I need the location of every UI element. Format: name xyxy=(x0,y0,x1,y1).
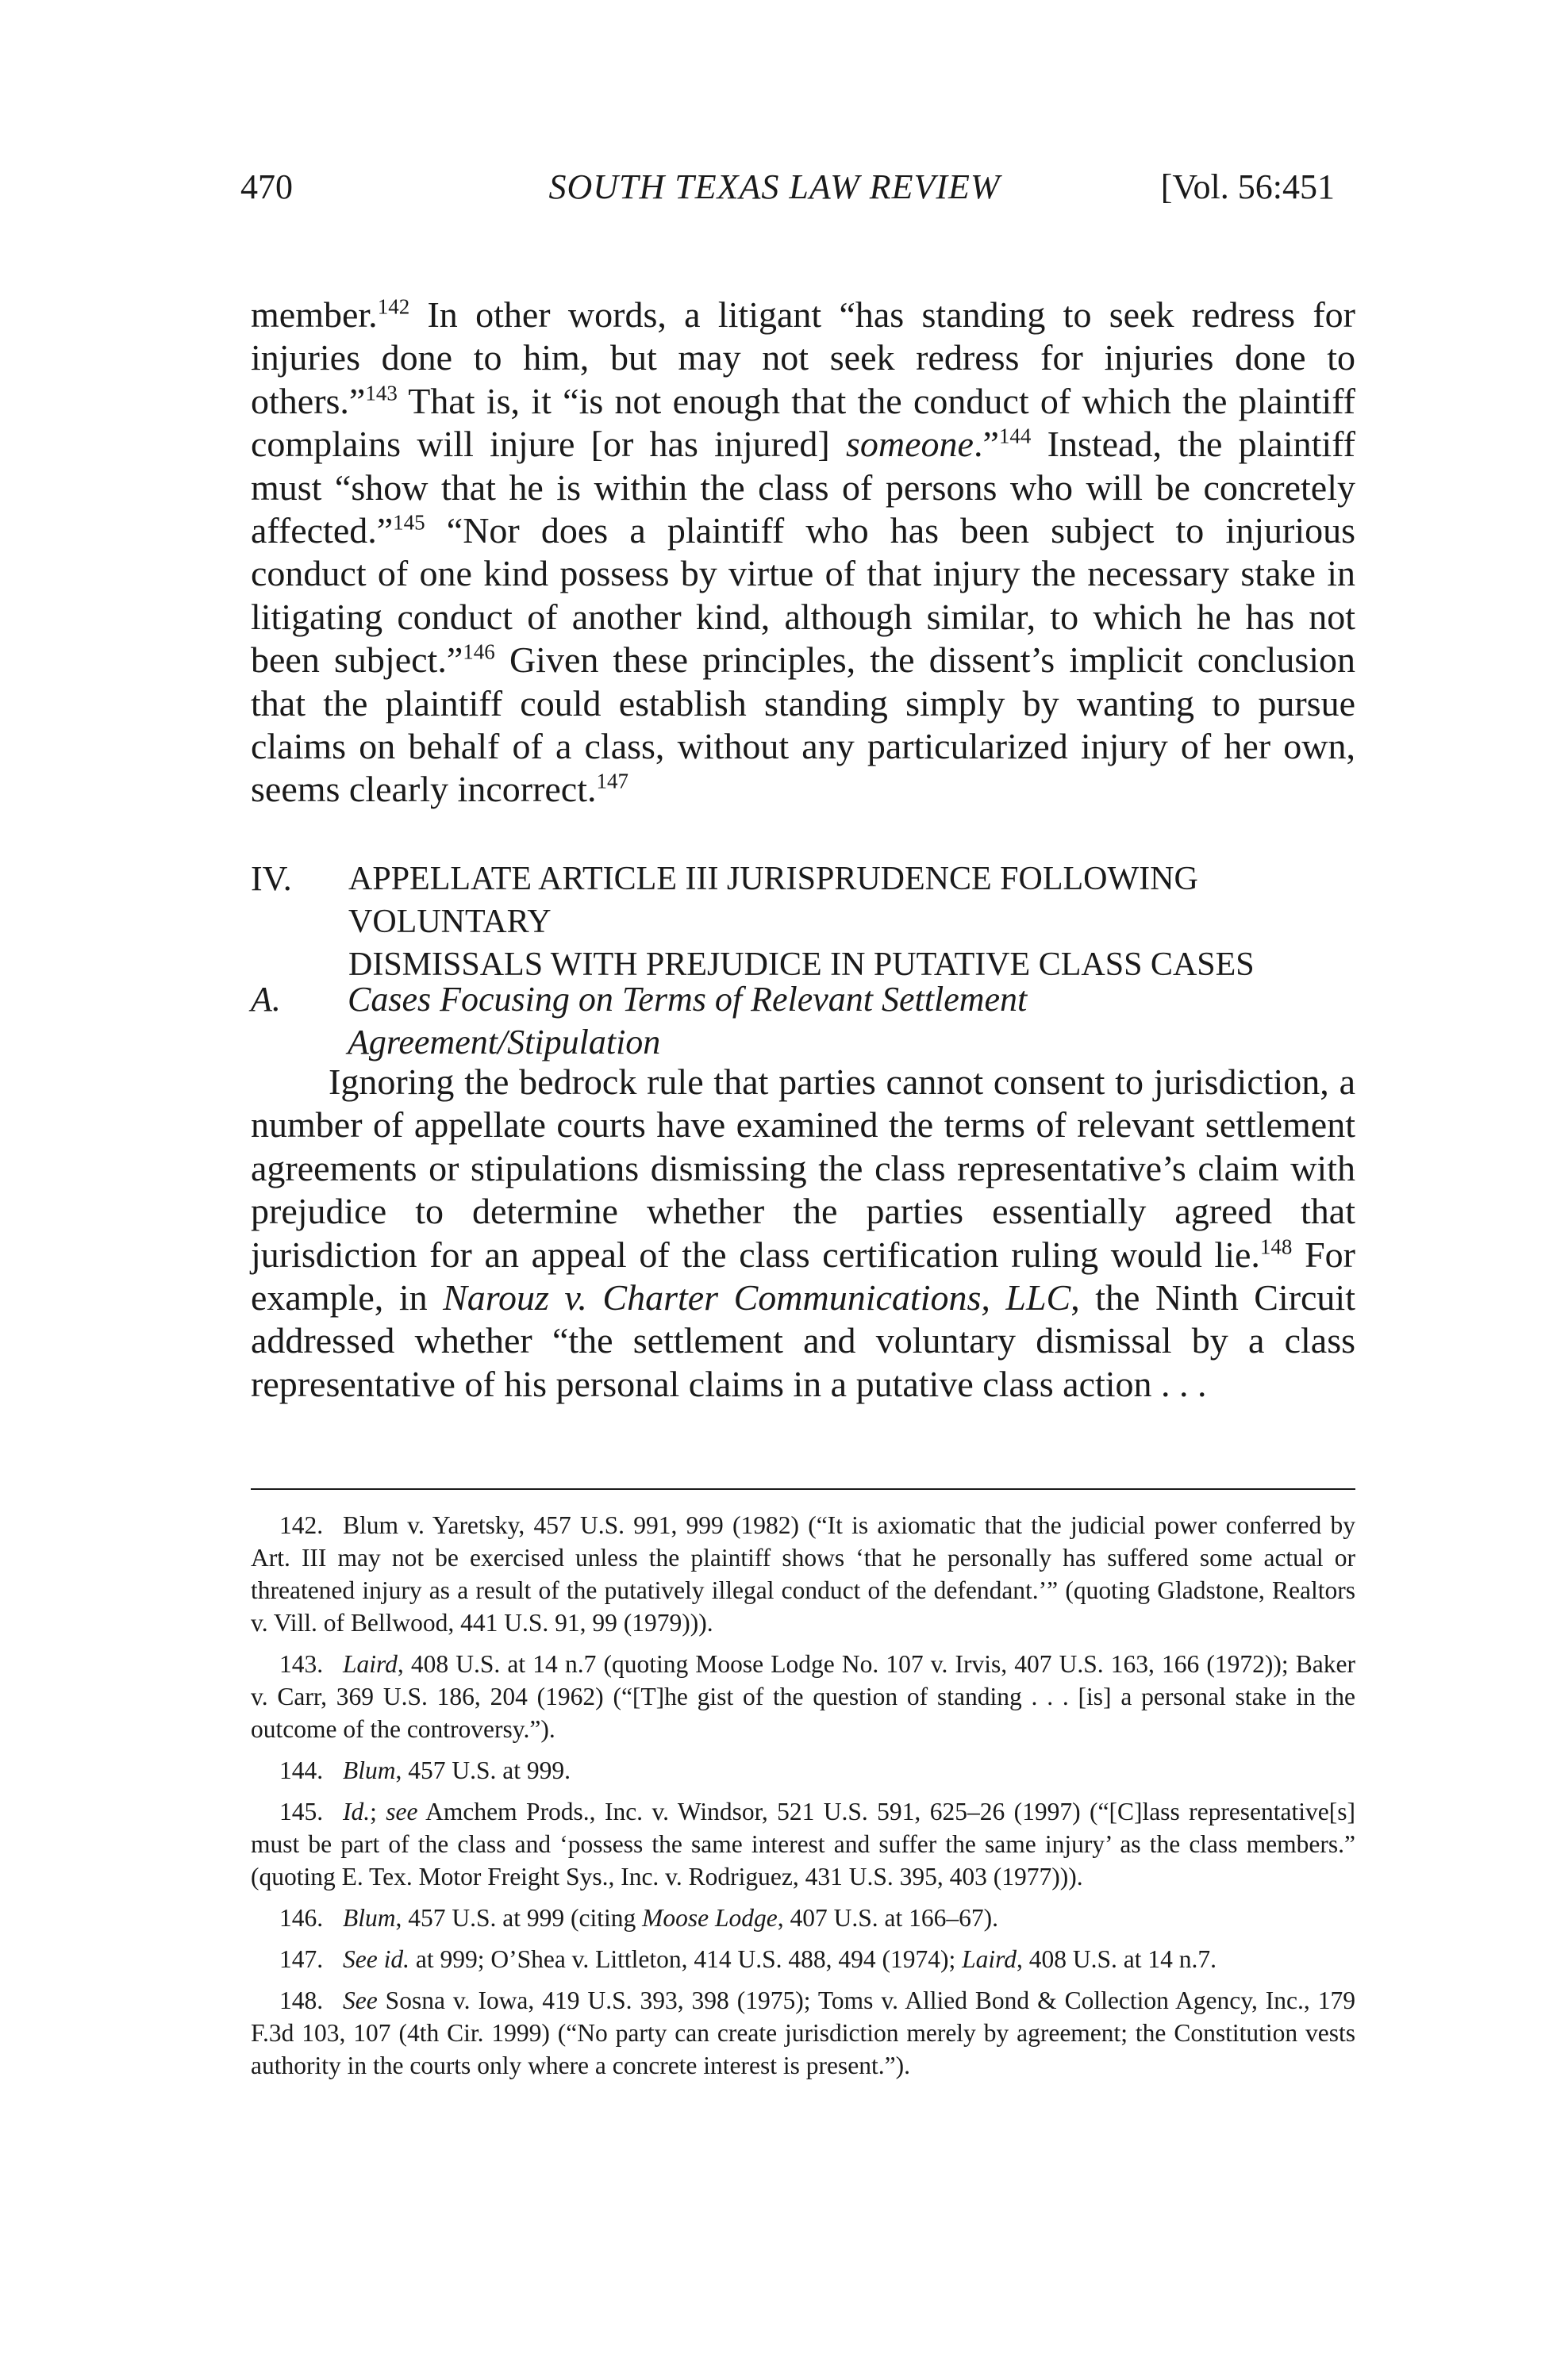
text-run: , the Ninth Circuit addressed whether “the settlement and voluntary dismissal by a class representative of his personal claims in a putative class action . . . xyxy=(251,1277,1355,1404)
section-title xyxy=(348,858,1355,986)
footnote-italic-text: Moose Lodge xyxy=(642,1904,778,1932)
footnote-italic-text: Blum xyxy=(343,1904,396,1932)
footnote-italic-text: See xyxy=(343,1987,378,2014)
text-run: That is, it “is not enough that the conduct of which the plaintiff complains will injure [or has injured] xyxy=(251,380,1355,465)
footnote-text: Blum v. Yaretsky, 457 U.S. 991, 999 (1982) (“It is axiomatic that the judicial power conferred by Art. III may not be exercised unless the plaintiff shows ‘that he personally has suffered some actual or threatened injury as a result of the putatively illegal conduct of the defendant.’” (quoting Gladstone, Realtors v. Vill. of Bellwood, 441 U.S. 91, 99 (1979))). xyxy=(251,1511,1355,1637)
section-title-line-1: APPELLATE ARTICLE III JURISPRUDENCE FOLLOWING VOLUNTARY xyxy=(348,861,1198,940)
footnote-number: 146. xyxy=(279,1904,324,1932)
text-run: For example, in xyxy=(251,1234,1356,1319)
footnote-number: 143. xyxy=(279,1650,324,1678)
paragraph-2 xyxy=(251,1061,1355,1406)
section-number: IV. xyxy=(251,859,292,898)
footnote-number: 147. xyxy=(279,1945,324,1973)
text-run: member. xyxy=(251,294,378,335)
footnote-ref-145[interactable]: 145 xyxy=(393,510,425,535)
footnote xyxy=(251,1984,1355,2082)
text-run: Instead, the plaintiff must “show that he is within the class of persons who will be concretely affected.” xyxy=(251,424,1355,551)
subsection-title-line-2: Agreement/Stipulation xyxy=(348,1023,661,1061)
footnote-italic-text: Laird xyxy=(962,1945,1017,1973)
text-run: Given these principles, the dissent’s implicit conclusion that the plaintiff could establish standing simply by wanting to pursue claims on behalf of a class, without any particularized injury of her own, seems clearly incorrect. xyxy=(251,639,1355,810)
text-run: In other words, a litigant “has standing to seek redress for injuries done to him, but may not seek redress for injuries done to others.” xyxy=(251,294,1355,421)
footnote-ref-147[interactable]: 147 xyxy=(596,770,628,794)
footnote-text: Amchem Prods., Inc. v. Windsor, 521 U.S. 591, 625–26 (1997) (“[C]lass representative[s] must be part of the class and ‘possess the same interest and suffer the same injury’ as the class members.” (quoting E. Tex. Motor Freight Sys., Inc. v. Rodriguez, 431 U.S. 395, 403 (1977))). xyxy=(251,1798,1355,1891)
footnote xyxy=(251,1943,1355,1975)
footnote-number: 148. xyxy=(279,1987,324,2014)
case-name: Narouz v. Charter Communications, LLC xyxy=(443,1277,1071,1319)
footnote-italic-text: Blum xyxy=(343,1756,396,1784)
subsection-letter: A. xyxy=(251,980,281,1019)
journal-title: SOUTH TEXAS LAW REVIEW xyxy=(548,167,1001,206)
footnote-italic-text: Id. xyxy=(343,1798,371,1825)
footnote-text: at 999; O’Shea v. Littleton, 414 U.S. 488, 494 (1974); xyxy=(409,1945,963,1973)
footnote xyxy=(251,1648,1355,1745)
paragraph-1 xyxy=(251,294,1355,812)
footnote-number: 142. xyxy=(279,1511,324,1539)
footnote-number: 144. xyxy=(279,1756,324,1784)
subsection-title xyxy=(348,978,1355,1064)
footnote-text: , 408 U.S. at 14 n.7 (quoting Moose Lodge No. 107 v. Irvis, 407 U.S. 163, 166 (1972)); Baker v. Carr, 369 U.S. 186, 204 (1962) (“[T]he gist of the question of standing . . . [is] a personal stake in the outcome of the controversy.”). xyxy=(251,1650,1355,1743)
footnote-number: 145. xyxy=(279,1798,324,1825)
footnote-ref-144[interactable]: 144 xyxy=(998,424,1032,448)
footnote xyxy=(251,1509,1355,1639)
emphasis-text: someone xyxy=(845,424,974,465)
page-number: 470 xyxy=(240,167,293,206)
footnote-text: Sosna v. Iowa, 419 U.S. 393, 398 (1975); Toms v. Allied Bond & Collection Agency, Inc., 179 F.3d 103, 107 (4th Cir. 1999) (“No party can create jurisdiction merely by agreement; the Constitution vests authority in the courts only where a concrete interest is present.”). xyxy=(251,1987,1355,2079)
section-title-line-2: DISMISSALS WITH PREJUDICE IN PUTATIVE CLASS CASES xyxy=(348,946,1255,983)
footnote-italic-text: Laird xyxy=(343,1650,398,1678)
footnote xyxy=(251,1902,1355,1934)
subsection-title-line-1: Cases Focusing on Terms of Relevant Settlement xyxy=(348,980,1028,1019)
volume-citation: [Vol. 56:451 xyxy=(1160,167,1335,206)
footnote-italic-text: see xyxy=(386,1798,418,1825)
footnote-italic-text: See id. xyxy=(343,1945,409,1973)
footnote-ref-148[interactable]: 148 xyxy=(1259,1234,1293,1259)
text-run: “Nor does a plaintiff who has been subject to injurious conduct of one kind possess by virtue of that injury the necessary stake in litigating conduct of another kind, although similar, to which he has not been subject.” xyxy=(251,510,1355,681)
footnote-ref-143[interactable]: 143 xyxy=(365,381,398,405)
footnote-text: , 408 U.S. at 14 n.7. xyxy=(1016,1945,1217,1973)
footnotes-list xyxy=(251,1509,1355,2090)
footnote-divider xyxy=(251,1488,1355,1490)
footnote xyxy=(251,1795,1355,1893)
footnote-ref-142[interactable]: 142 xyxy=(377,294,410,319)
text-run: .” xyxy=(973,424,999,465)
footnote-text: , 457 U.S. at 999. xyxy=(395,1756,571,1784)
footnote-text: , 407 U.S. at 166–67). xyxy=(777,1904,998,1932)
text-run: Ignoring the bedrock rule that parties cannot consent to jurisdiction, a number of appellate courts have examined the terms of relevant settlement agreements or stipulations dismissing the class representative’s claim with prejudice to determine whether the parties essentially agreed that jurisdiction for an appeal of the class certification ruling would lie. xyxy=(251,1061,1355,1275)
footnote-text: ; xyxy=(370,1798,386,1825)
footnote-text: , 457 U.S. at 999 (citing xyxy=(395,1904,643,1932)
footnote xyxy=(251,1754,1355,1787)
footnote-ref-146[interactable]: 146 xyxy=(463,639,495,664)
